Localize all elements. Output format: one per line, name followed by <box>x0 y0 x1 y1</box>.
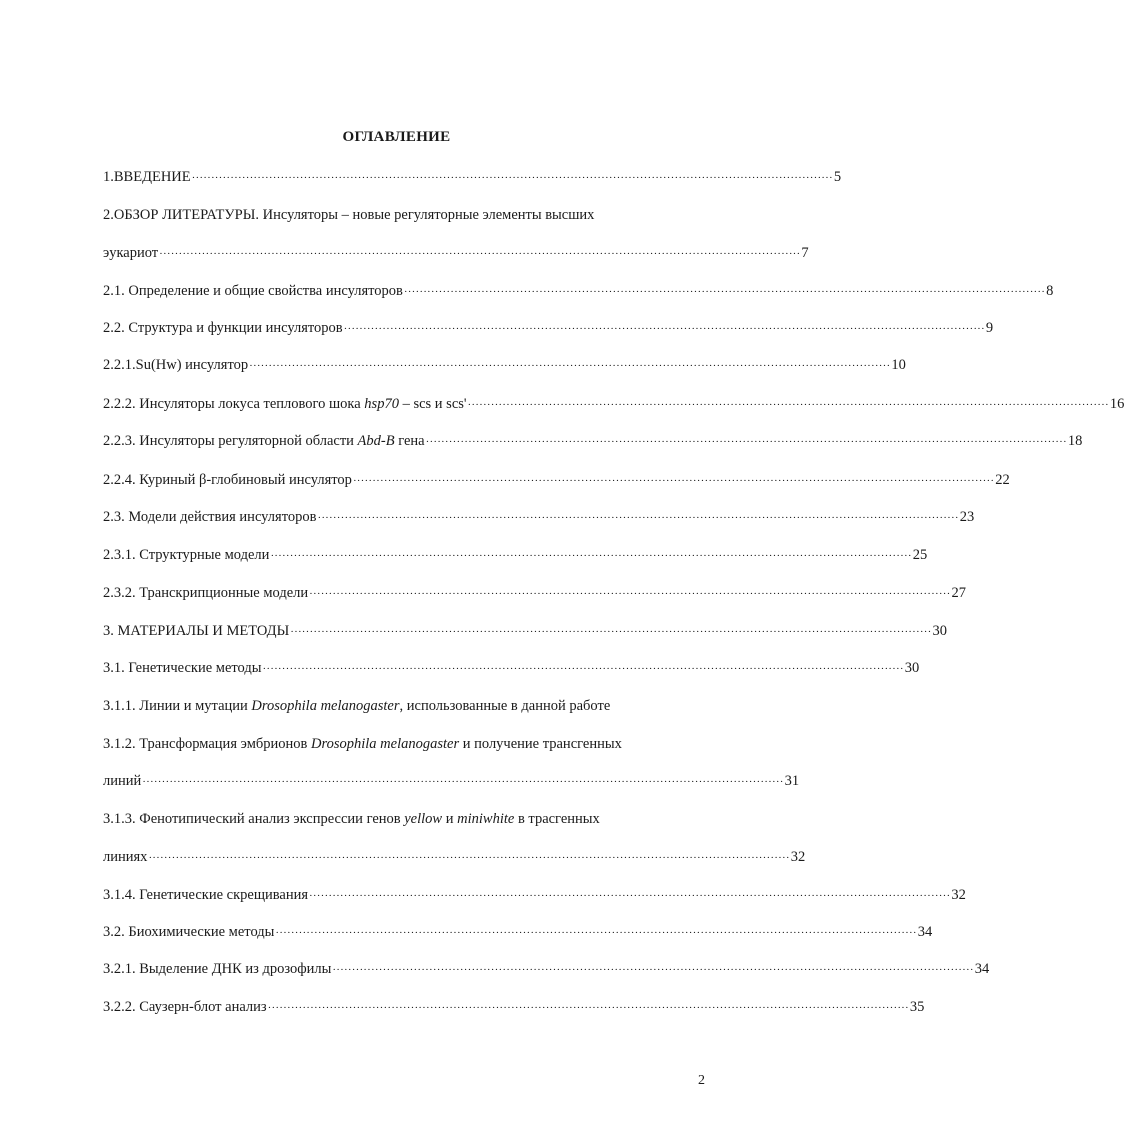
leader-dots: ······································································································································································ <box>159 248 801 260</box>
leader-dots: ······································································································································································ <box>425 436 1067 448</box>
leader-dots: ······································································································································································ <box>249 360 891 372</box>
toc-entry-text: 2.2.4. Куриный β-глобиновый инсулятор <box>103 472 352 488</box>
leader-dots: ······································································································································································ <box>343 323 985 335</box>
leader-dots: ······································································································································································ <box>267 1002 909 1014</box>
leader-dots: ······································································································································································ <box>309 890 951 902</box>
toc-entry-text: 3.1.1. Линии и мутации Drosophila melanogaster, использованные в данной работе <box>103 698 611 714</box>
toc-entry-text: 2.2.3. Инсуляторы регуляторной области Abd-B гена <box>103 433 425 449</box>
leader-dots: ······································································································································································ <box>309 588 951 600</box>
leader-dots: ······································································································································································ <box>270 550 912 562</box>
toc-entry-page: 34 <box>917 924 933 940</box>
toc-entry-text: 2.2.2. Инсуляторы локуса теплового шока hsp70 – scs и scs' <box>103 396 467 412</box>
leader-dots: ······································································································································································ <box>148 852 790 864</box>
toc-entry-page: 30 <box>932 623 947 639</box>
toc-entry <box>103 996 925 1018</box>
toc-entry-page: 10 <box>891 357 906 373</box>
toc-entry <box>103 770 800 792</box>
leader-dots: ······································································································································································ <box>317 512 959 524</box>
toc-entry-text: линиях <box>103 849 148 865</box>
page-title: ОГЛАВЛЕНИЕ <box>342 129 451 145</box>
toc-entry-text: 1.ВВЕДЕНИЕ <box>103 169 191 185</box>
toc-entry-page: 34 <box>974 961 990 977</box>
toc-entry <box>103 657 920 679</box>
toc-entry-text: 3.2.2. Саузерн-блот анализ <box>103 999 267 1015</box>
toc-entry <box>103 469 1010 491</box>
toc-entry-text: 3. МАТЕРИАЛЫ И МЕТОДЫ <box>103 623 290 639</box>
toc-entry-page: 16 <box>1109 396 1124 412</box>
toc-entry <box>103 506 975 528</box>
toc-entry <box>103 544 928 566</box>
toc-entry-text: 2.3. Модели действия инсуляторов <box>103 509 317 525</box>
toc-entry <box>103 354 906 376</box>
leader-dots: ······································································································································································ <box>467 399 1109 411</box>
toc-entry <box>103 430 1083 452</box>
toc-entry <box>103 242 809 264</box>
toc-entry-line <box>103 733 703 755</box>
toc-entry-page: 32 <box>790 849 806 865</box>
toc-entry-text: 2.ОБЗОР ЛИТЕРАТУРЫ. Инсуляторы – новые регуляторные элементы высших <box>103 207 595 223</box>
leader-dots: ······································································································································································ <box>142 776 784 788</box>
toc-entry <box>103 921 933 943</box>
toc-entry-text: 3.1. Генетические методы <box>103 660 262 676</box>
toc-entry <box>103 695 703 717</box>
toc-entry <box>103 280 1054 302</box>
toc-entry <box>103 958 990 980</box>
toc-entry-line <box>103 808 703 830</box>
toc-entry-text: 3.1.2. Трансформация эмбрионов Drosophila melanogaster и получение трансгенных <box>103 736 622 752</box>
toc-entry-text: эукариот <box>103 245 159 261</box>
toc-entry-line <box>103 204 703 226</box>
toc-entry-text: 3.1.3. Фенотипический анализ экспрессии генов yellow и miniwhite в трасгенных <box>103 811 600 827</box>
toc-entry-page: 7 <box>801 245 809 261</box>
toc-entry-page: 18 <box>1067 433 1083 449</box>
toc-entry-text: 2.3.1. Структурные модели <box>103 547 270 563</box>
leader-dots: ······································································································································································ <box>403 286 1046 298</box>
toc-entry-text: 3.2. Биохимические методы <box>103 924 275 940</box>
leader-dots: ······································································································································································ <box>290 626 932 638</box>
toc-entry-page: 25 <box>912 547 928 563</box>
toc-entry <box>103 317 994 339</box>
toc-entry-page: 5 <box>833 169 842 185</box>
toc-entry-text: 3.2.1. Выделение ДНК из дрозофилы <box>103 961 332 977</box>
toc-entry <box>103 884 966 906</box>
toc-entry-page: 35 <box>909 999 925 1015</box>
leader-dots: ······································································································································································ <box>262 663 904 675</box>
toc-entry-page: 31 <box>784 773 800 789</box>
toc-entry-text: 3.1.4. Генетические скрещивания <box>103 887 309 903</box>
toc-entry-page: 32 <box>951 887 966 903</box>
toc-entry <box>103 620 947 642</box>
toc-entry <box>103 582 966 604</box>
toc-entry-page: 22 <box>995 472 1010 488</box>
toc-entry-text: 2.2.1.Su(Hw) инсулятор <box>103 357 249 373</box>
toc-entry-page: 27 <box>951 585 966 601</box>
toc-entry-page: 30 <box>904 660 920 676</box>
toc-entry <box>103 166 842 188</box>
toc-entry-text: 2.1. Определение и общие свойства инсуляторов <box>103 283 403 299</box>
toc-entry-page: 9 <box>985 320 994 336</box>
toc-entry-page: 8 <box>1046 283 1054 299</box>
page-number: 2 <box>698 1073 705 1088</box>
toc-entry <box>103 846 806 868</box>
toc-entry-page: 23 <box>959 509 975 525</box>
leader-dots: ······································································································································································ <box>352 475 995 487</box>
leader-dots: ······································································································································································ <box>332 964 974 976</box>
leader-dots: ······································································································································································ <box>191 172 833 184</box>
toc-entry-text: 2.3.2. Транскрипционные модели <box>103 585 309 601</box>
leader-dots: ······································································································································································ <box>275 927 917 939</box>
toc-entry-text: 2.2. Структура и функции инсуляторов <box>103 320 343 336</box>
toc-entry <box>103 393 1124 415</box>
toc-entry-text: линий <box>103 773 142 789</box>
